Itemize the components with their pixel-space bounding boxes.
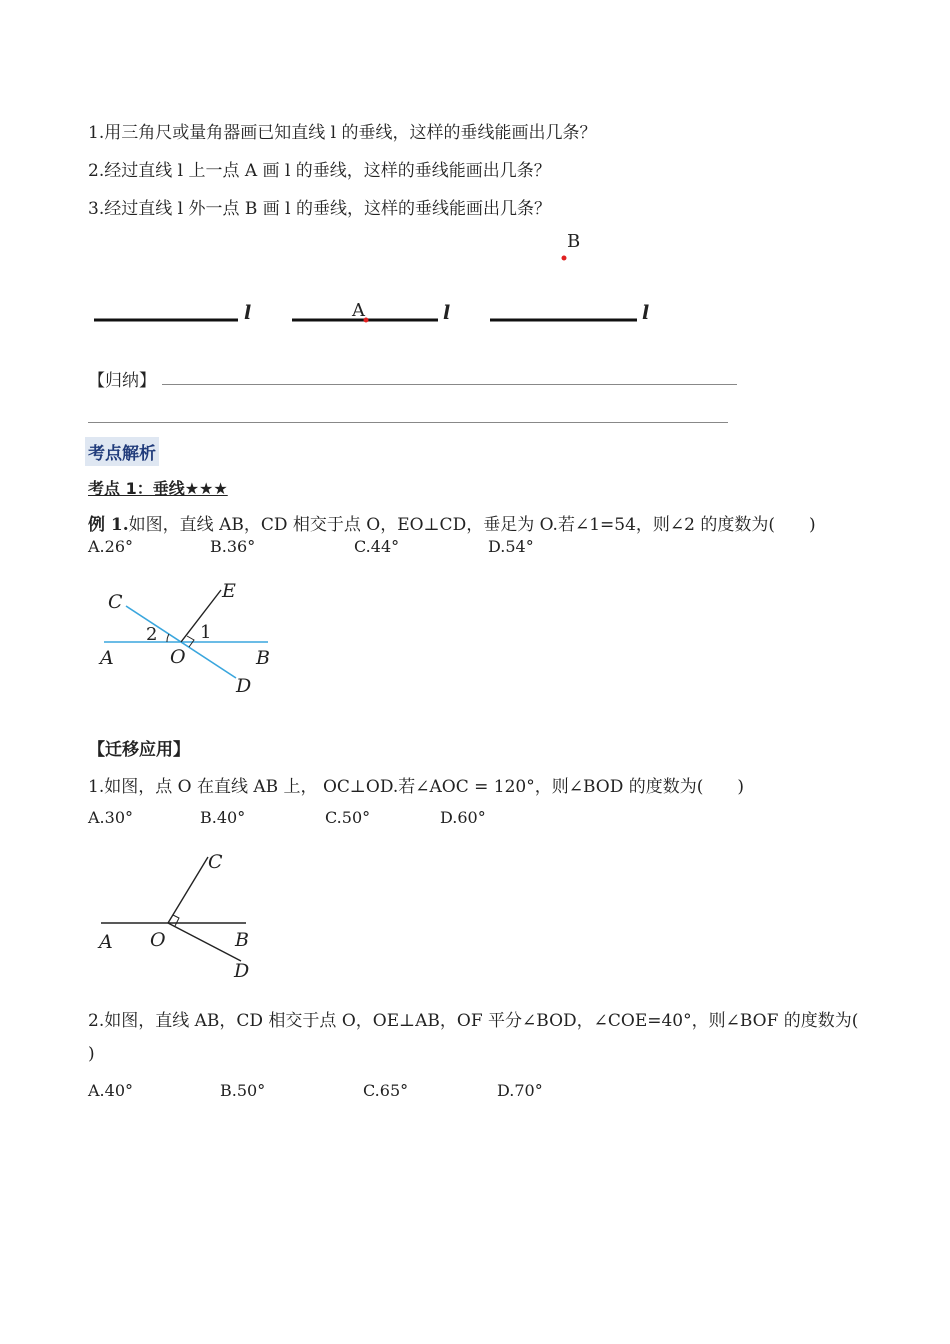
fig2-label-o: O: [150, 929, 166, 951]
question-1: 1.用三角尺或量角器画已知直线 l 的垂线，这样的垂线能画出几条？: [88, 123, 597, 143]
transfer-q2-option-a: A.40°: [88, 1081, 133, 1100]
transfer-q1-option-d: D.60°: [440, 808, 486, 827]
example-1-option-a: A.26°: [88, 537, 133, 556]
kaodian-title: 考点 1：垂线★★★: [88, 479, 228, 498]
transfer-q1-stem: 1.如图，点 O 在直线 AB 上， OC⊥OD.若∠AOC = 120°，则∠BOD 的度数为( ): [88, 777, 744, 797]
line-label-3: l: [642, 302, 650, 324]
ray-oc: [168, 857, 208, 923]
point-b-label: B: [567, 231, 581, 252]
transfer-q2-stem-cont: ): [88, 1044, 95, 1064]
transfer-q2-option-b: B.50°: [220, 1081, 266, 1100]
fig2-label-a: A: [99, 931, 113, 953]
summary-label: 【归纳】: [88, 371, 156, 391]
section-title: 考点解析: [85, 437, 159, 466]
fig2-label-d: D: [234, 960, 250, 982]
fig1-label-1: 1: [200, 622, 212, 643]
transfer-q1-option-b: B.40°: [200, 808, 246, 827]
fig2-label-c: C: [208, 851, 223, 873]
transfer-q1-option-c: C.50°: [325, 808, 371, 827]
fig1-label-e: E: [222, 580, 236, 602]
question-3: 3.经过直线 l 外一点 B 画 l 的垂线，这样的垂线能画出几条？: [88, 199, 552, 219]
transfer-q2-option-d: D.70°: [497, 1081, 543, 1100]
transfer-q2-stem: 2.如图，直线 AB，CD 相交于点 O，OE⊥AB，OF 平分∠BOD，∠COE=40°，则∠BOF 的度数为(: [88, 1011, 859, 1031]
fig1-label-d: D: [236, 675, 252, 697]
fig1-label-b: B: [256, 647, 270, 669]
fig1-label-a: A: [100, 647, 114, 669]
transfer-title: 【迁移应用】: [88, 740, 190, 760]
right-angle-mark-2: [173, 915, 179, 926]
ray-od: [168, 923, 241, 961]
example-1-option-d: D.54°: [488, 537, 534, 556]
transfer-q1-option-a: A.30°: [88, 808, 133, 827]
example-1-text: 如图，直线 AB，CD 相交于点 O，EO⊥CD，垂足为 O.若∠1=54，则∠2 的度数为( ): [128, 515, 816, 535]
transfer-q2-option-c: C.65°: [363, 1081, 409, 1100]
fig2-label-b: B: [235, 929, 249, 951]
fig1-label-c: C: [108, 591, 123, 613]
line-label-2: l: [443, 302, 451, 324]
fig1-label-2: 2: [146, 624, 158, 645]
example-1-option-b: B.36°: [210, 537, 256, 556]
line-label-1: l: [244, 302, 252, 324]
fig1-label-o: O: [170, 646, 186, 668]
example-1-prefix: 例 1.: [88, 515, 129, 535]
example-1-option-c: C.44°: [354, 537, 400, 556]
question-2: 2.经过直线 l 上一点 A 画 l 的垂线，这样的垂线能画出几条？: [88, 161, 551, 181]
point-a-label: A: [352, 300, 365, 321]
